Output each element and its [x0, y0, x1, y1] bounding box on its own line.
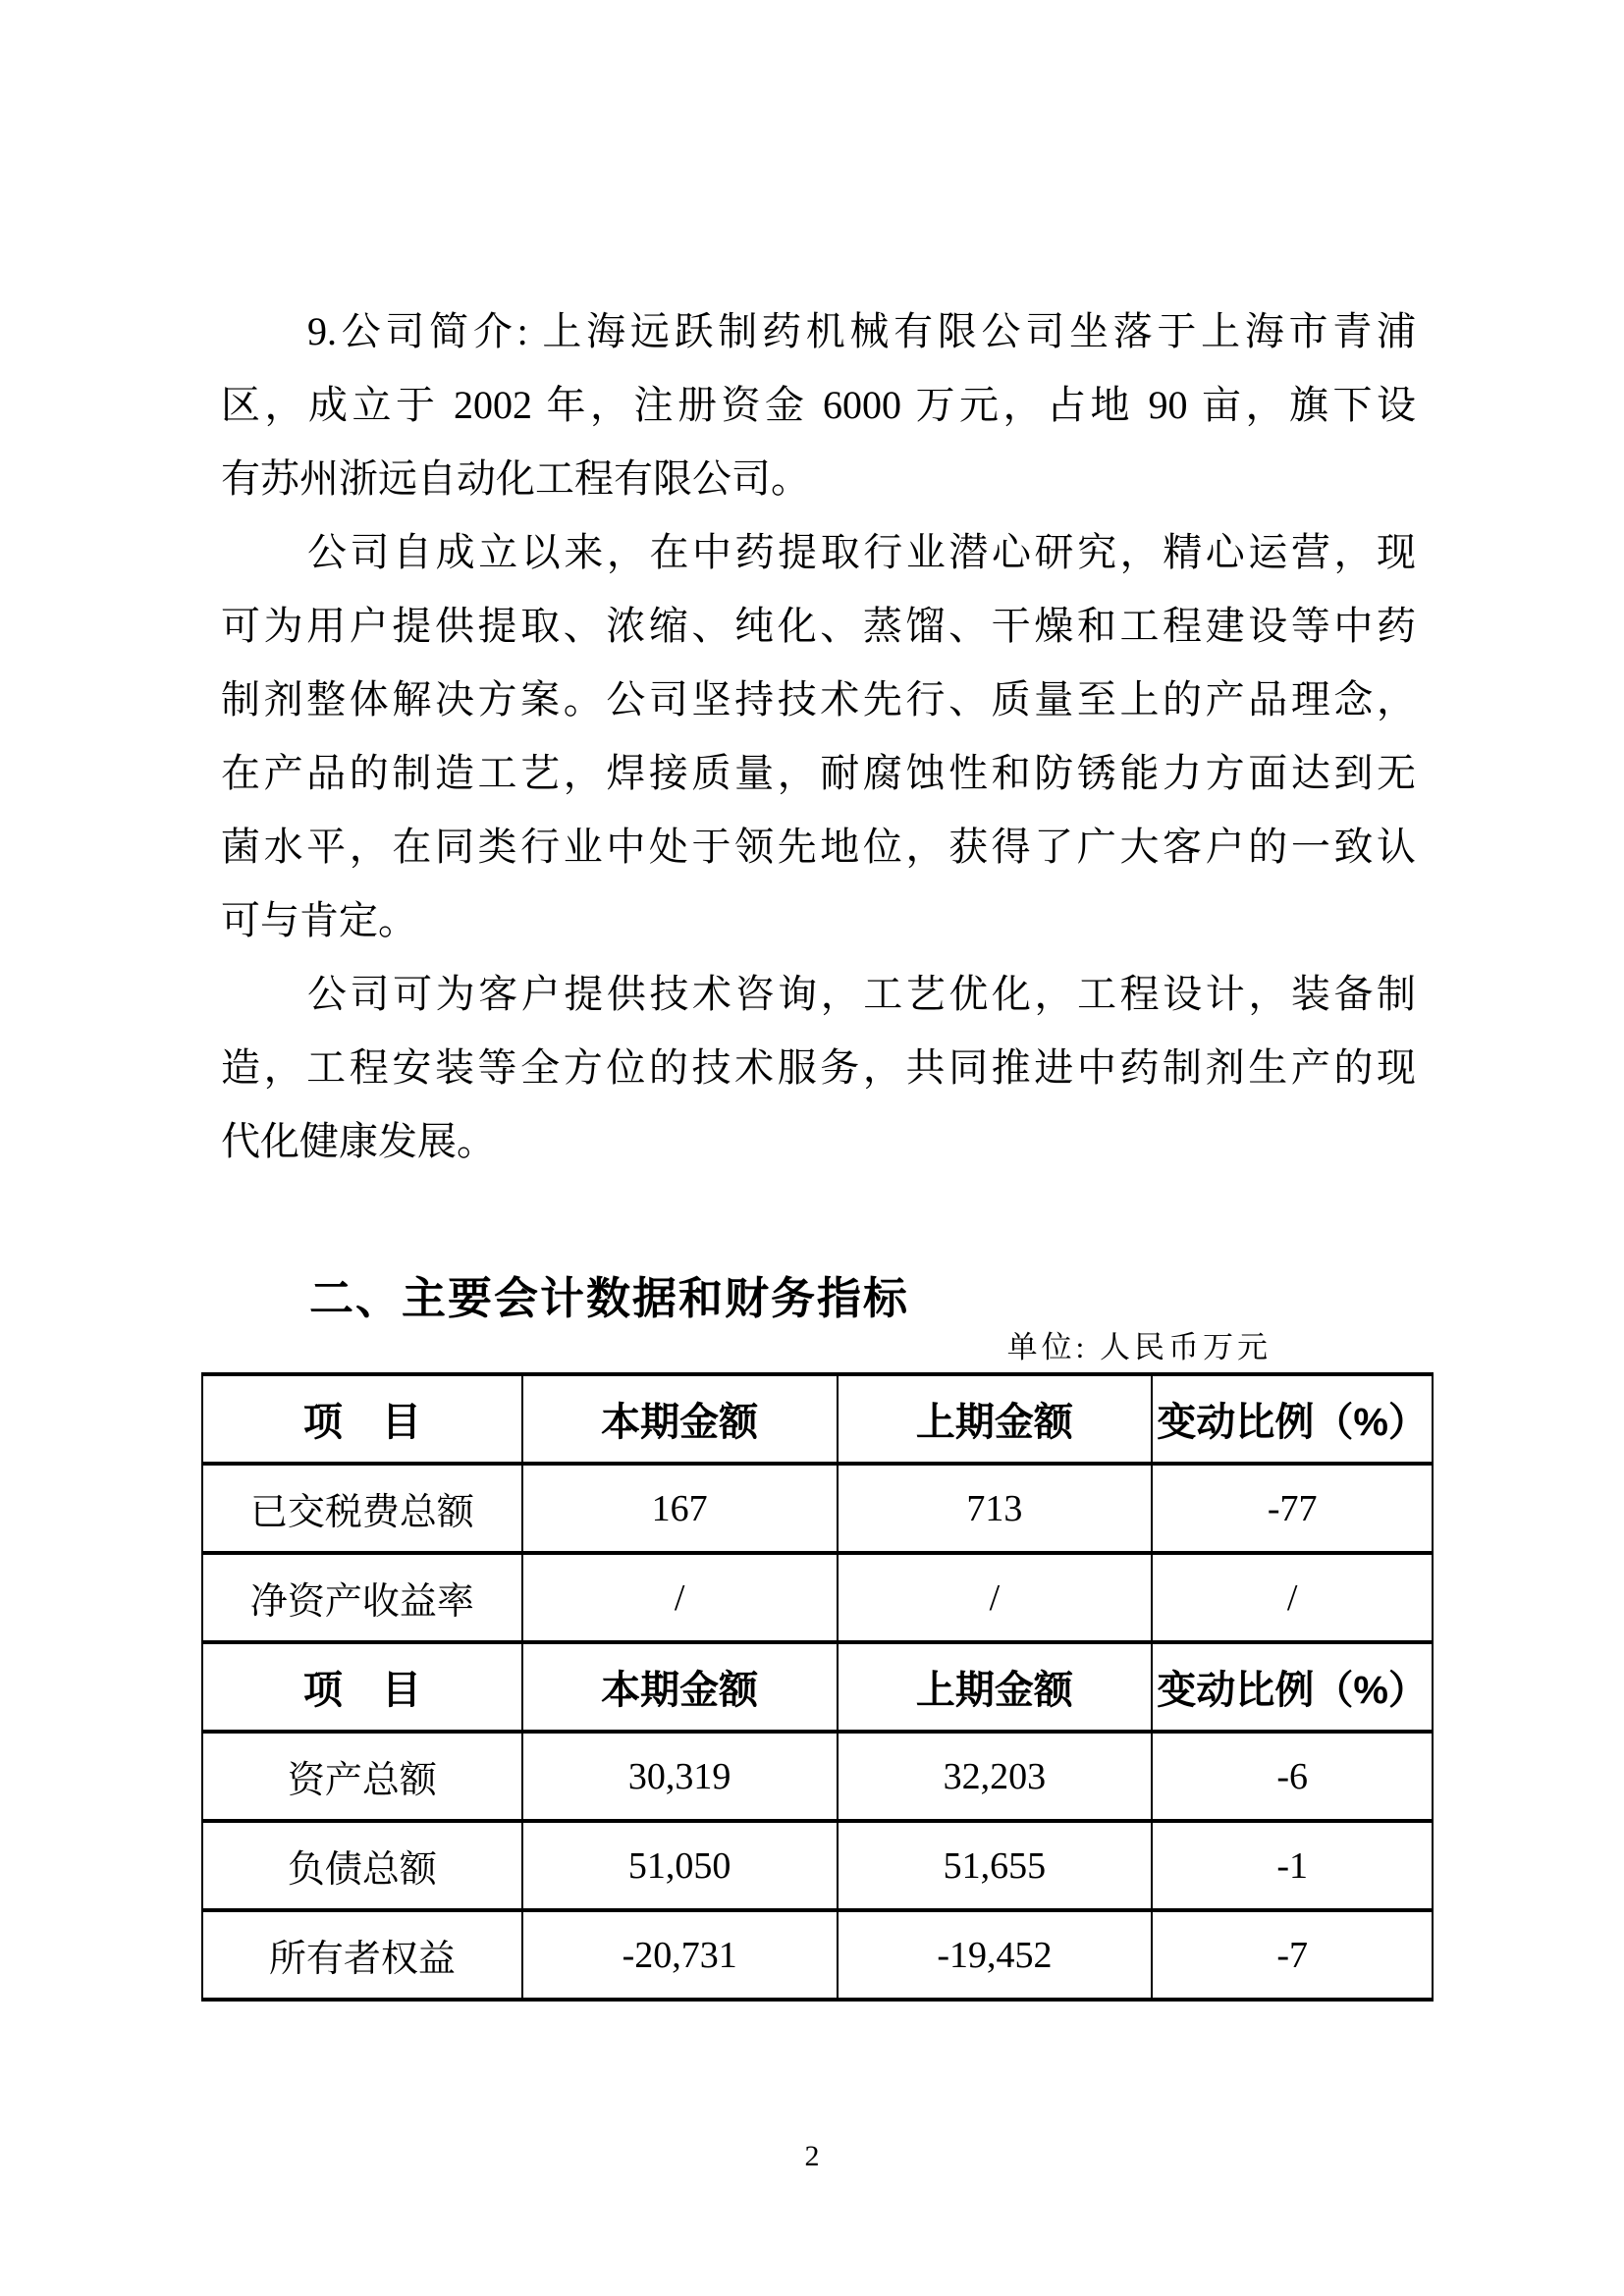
paragraph-line: 在产品的制造工艺，焊接质量，耐腐蚀性和防锈能力方面达到无 — [221, 751, 1416, 795]
table-cell: 资产总额 — [202, 1732, 522, 1821]
table-row — [202, 1732, 1433, 1821]
table-cell: 713 — [838, 1464, 1153, 1553]
table-header-cell: 本期金额 — [522, 1374, 838, 1464]
paragraph-line: 造，工程安装等全方位的技术服务，共同推进中药制剂生产的现 — [221, 1045, 1416, 1090]
body-text — [221, 294, 1416, 1178]
unit-label: 单位: 人民币万元 — [1006, 1330, 1272, 1364]
table-cell: 167 — [522, 1464, 838, 1553]
table-header-row — [202, 1642, 1433, 1732]
table-cell: 净资产收益率 — [202, 1553, 522, 1642]
paragraph-line: 区，成立于 2002 年，注册资金 6000 万元，占地 90 亩，旗下设 — [221, 383, 1416, 427]
table-cell: 所有者权益 — [202, 1910, 522, 2000]
table-header-cell: 变动比例（%） — [1152, 1374, 1433, 1464]
table-cell: 已交税费总额 — [202, 1464, 522, 1553]
paragraph-line: 9.公司简介: 上海远跃制药机械有限公司坐落于上海市青浦 — [307, 309, 1416, 353]
section-heading: 二、主要会计数据和财务指标 — [309, 1273, 910, 1323]
paragraph-line: 可为用户提供提取、浓缩、纯化、蒸馏、干燥和工程建设等中药 — [221, 604, 1416, 648]
table-cell: -77 — [1152, 1464, 1433, 1553]
page-number: 2 — [804, 2140, 820, 2172]
table-cell: 30,319 — [522, 1732, 838, 1821]
table-header-cell: 变动比例（%） — [1152, 1642, 1433, 1732]
table-cell: 51,655 — [838, 1821, 1153, 1910]
table-cell: 51,050 — [522, 1821, 838, 1910]
table-row — [202, 1464, 1433, 1553]
table-cell: -20,731 — [522, 1910, 838, 2000]
paragraph-line: 有苏州浙远自动化工程有限公司。 — [221, 456, 810, 501]
paragraph-line: 公司可为客户提供技术咨询，工艺优化，工程设计，装备制 — [307, 972, 1416, 1016]
paragraph-line: 公司自成立以来，在中药提取行业潜心研究，精心运营，现 — [307, 530, 1416, 574]
table-row — [202, 1821, 1433, 1910]
table-cell: / — [522, 1553, 838, 1642]
table-cell: / — [1152, 1553, 1433, 1642]
paragraph-line: 可与肯定。 — [221, 898, 417, 942]
table-row — [202, 1553, 1433, 1642]
table-cell: -1 — [1152, 1821, 1433, 1910]
table-cell: -7 — [1152, 1910, 1433, 2000]
table-cell: -19,452 — [838, 1910, 1153, 2000]
table-cell: 32,203 — [838, 1732, 1153, 1821]
table-cell: 负债总额 — [202, 1821, 522, 1910]
table-header-row — [202, 1374, 1433, 1464]
paragraph-line: 代化健康发展。 — [221, 1119, 496, 1163]
paragraph-line: 制剂整体解决方案。公司坚持技术先行、质量至上的产品理念， — [221, 677, 1416, 721]
table-header-cell: 项 目 — [202, 1642, 522, 1732]
table-row — [202, 1910, 1433, 2000]
table-cell: -6 — [1152, 1732, 1433, 1821]
table-cell: / — [838, 1553, 1153, 1642]
table-header-cell: 项 目 — [202, 1374, 522, 1464]
financial-table — [201, 1372, 1434, 2002]
table-header-cell: 本期金额 — [522, 1642, 838, 1732]
paragraph-line: 菌水平，在同类行业中处于领先地位，获得了广大客户的一致认 — [221, 825, 1416, 869]
table-header-cell: 上期金额 — [838, 1642, 1153, 1732]
table-header-cell: 上期金额 — [838, 1374, 1153, 1464]
